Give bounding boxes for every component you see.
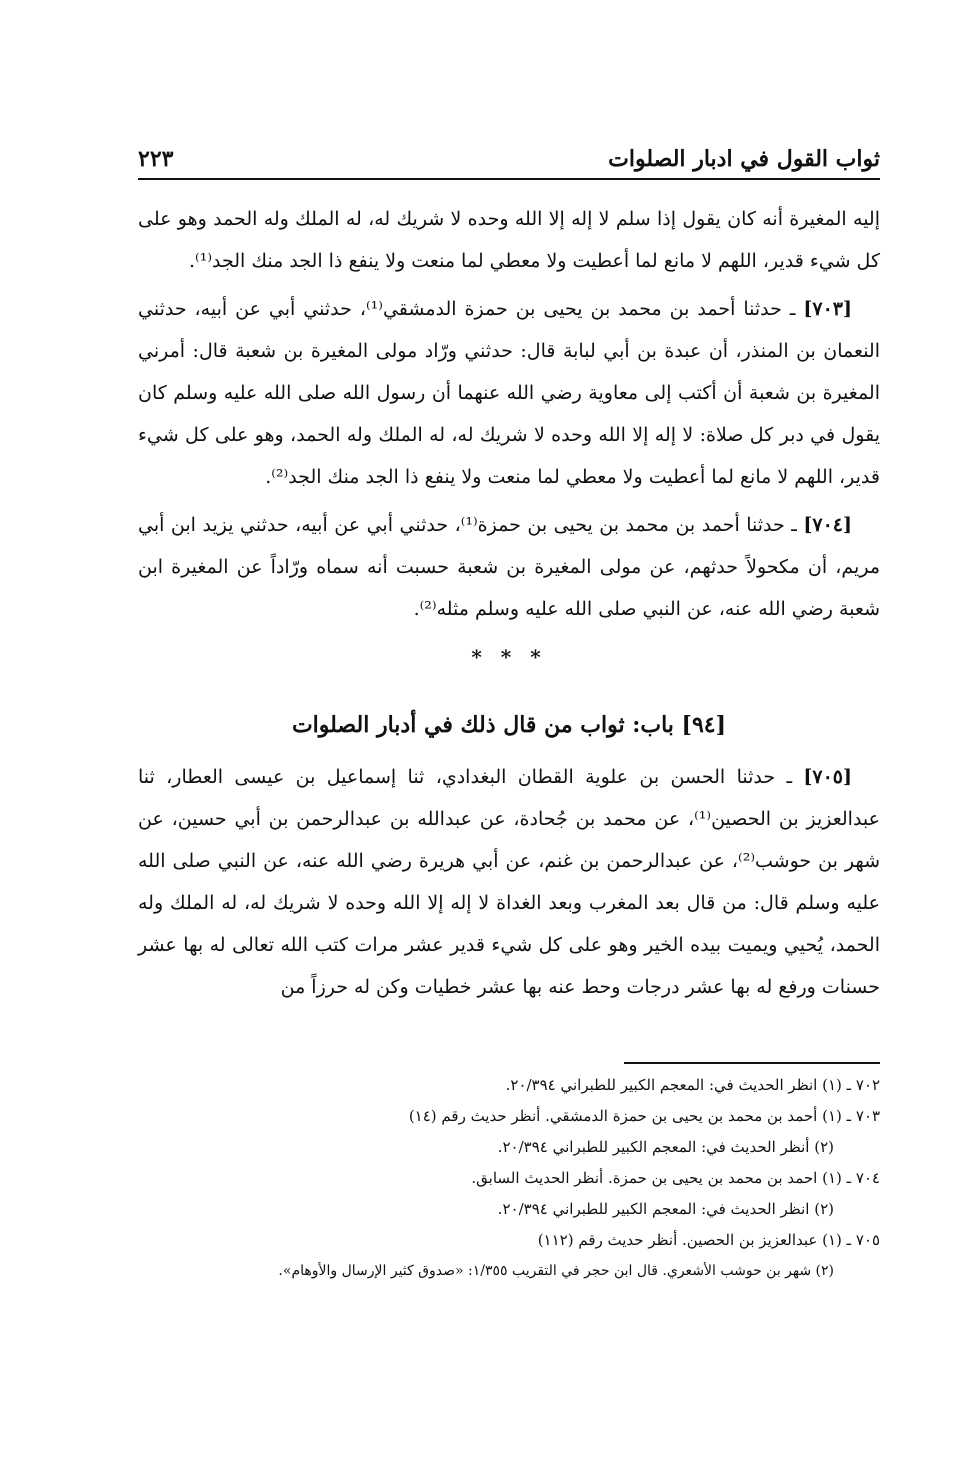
- page-number: ٢٢٣: [138, 146, 174, 172]
- footnote-line: ٧٠٤ ـ (١) احمد بن محمد بن يحيى بن حمزة. أنظر الحديث السابق.: [471, 1169, 880, 1187]
- main-text: [138, 198, 880, 1014]
- footnote-line: ٧٠٢ ـ (١) انظر الحديث في: المعجم الكبير للطبراني ٢٠/٣٩٤.: [505, 1076, 880, 1094]
- section-separator: * * *: [471, 645, 547, 669]
- hadith-number: [٧٠٣]: [803, 298, 852, 320]
- footnote-line: (٢) انظر الحديث في: المعجم الكبير للطبراني ٢٠/٣٩٤.: [497, 1200, 834, 1218]
- hadith-703: [138, 288, 880, 498]
- hadith-number: [٧٠٤]: [803, 514, 852, 536]
- paragraph-702-continuation: [138, 198, 880, 282]
- footnotes: [118, 1070, 880, 1287]
- footnote-line: (٢) أنظر الحديث في: المعجم الكبير للطبراني ٢٠/٣٩٤.: [497, 1138, 834, 1156]
- paragraph-text: إليه المغيرة أنه كان يقول إذا سلم لا إله إلا الله وحده لا شريك له، له الملك وله الحمد وهو على كل شيء قدير، اللهم لا مانع لما أعطيت ولا معطي لما منعت ولا ينفع ذا الجد منك الجد⁽¹⁾.: [138, 208, 880, 272]
- page-header: [138, 138, 880, 172]
- hadith-705: [138, 756, 880, 1008]
- paragraph-text: ـ حدثنا أحمد بن محمد بن يحيى بن حمزة⁽¹⁾، حدثني أبي عن أبيه، حدثني يزيد ابن أبي مريم، أن مكحولاً حدثهم، عن مولى المغيرة بن شعبة حسبت أنه سماه ورّاداً عن المغيرة ابن شعبة رضي الله عنه، عن النبي صلى الله عليه وسلم مثله⁽²⁾.: [138, 514, 880, 620]
- footnote-rule: [624, 1062, 880, 1064]
- hadith-number: [٧٠٥]: [803, 766, 852, 788]
- running-title: ثواب القول في ادبار الصلوات: [608, 146, 880, 172]
- footnote-line: (٢) شهر بن حوشب الأشعري. قال ابن حجر في التقريب ١/٣٥٥: «صدوق كثير الإرسال والأوهام».: [278, 1263, 834, 1279]
- chapter-title: [٩٤] باب: ثواب من قال ذلك في أدبار الصلوات: [291, 712, 727, 738]
- header-rule: [138, 178, 880, 180]
- paragraph-text: ـ حدثنا أحمد بن محمد بن يحيى بن حمزة الدمشقي⁽¹⁾، حدثني أبي عن أبيه، حدثني النعمان بن المنذر، أن عبدة بن أبي لبابة قال: حدثني ورّاد مولى المغيرة بن شعبة قال: أمرني المغيرة بن شعبة أن أكتب إلى معاوية رضي الله عنهما أن رسول الله صلى الله عليه وسلم كان يقول في دبر كل صلاة: لا إله إلا الله وحده لا شريك له، له الملك وله الحمد، وهو على كل شيء قدير، اللهم لا مانع لما أعطيت ولا معطي لما منعت ولا ينفع ذا الجد منك الجد⁽²⁾.: [138, 298, 880, 488]
- paragraph-text: ـ حدثنا الحسن بن علوية القطان البغدادي، ثنا إسماعيل بن عيسى العطار، ثنا عبدالعزيز بن الحصين⁽¹⁾، عن محمد بن جُحادة، عن عبدالله بن عبدالرحمن بن أبي حسين، عن شهر بن حوشب⁽²⁾، عن عبدالرحمن بن غنم، عن أبي هريرة رضي الله عنه، عن النبي صلى الله عليه وسلم قال: من قال بعد المغرب وبعد الغداة لا إله إلا الله وحده لا شريك له، له الملك وله الحمد، يُحيي ويميت بيده الخير وهو على كل شيء قدير عشر مرات كتب الله تعالى له بها عشر حسنات ورفع له بها عشر درجات وحط عنه بها عشر خطيات وكن له حرزاً من: [138, 766, 880, 998]
- footnote-line: ٧٠٣ ـ (١) أحمد بن محمد بن يحيى بن حمزة الدمشقي. أنظر حديث رقم (١٤): [408, 1107, 880, 1125]
- hadith-704: [138, 504, 880, 630]
- footnote-line: ٧٠٥ ـ (١) عبدالعزيز بن الحصين. أنظر حديث رقم (١١٢): [537, 1231, 880, 1249]
